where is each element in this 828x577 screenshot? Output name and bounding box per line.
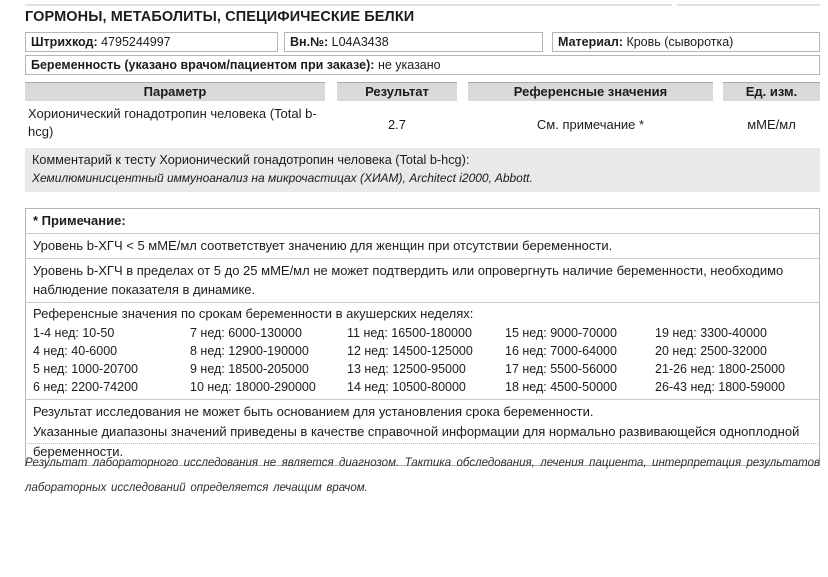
column-header-result: Результат: [337, 82, 457, 101]
barcode-field: [25, 32, 278, 52]
reference-cell: 6 нед: 2200-74200: [33, 380, 138, 394]
reference-weeks-grid: [33, 324, 812, 396]
footer-divider: [25, 443, 820, 444]
material-field: [552, 32, 820, 52]
result-row-units: мМЕ/мл: [747, 116, 796, 132]
reference-cell: 26-43 нед: 1800-59000: [655, 380, 785, 394]
material-value: Кровь (сыворотка): [626, 35, 734, 49]
reference-column-1: [33, 324, 190, 396]
reference-cell: 11 нед: 16500-180000: [347, 326, 472, 340]
test-comment-method: Хемилюминисцентный иммуноанализ на микрочастицах (ХИАМ), Architect i2000, Abbott.: [32, 171, 533, 185]
reference-column-5: [655, 324, 812, 396]
note-final-line-2: Указанные диапазоны значений приведены в качестве справочной информации для нормально развивающейся одноплодной беременности.: [33, 424, 800, 459]
result-row-reference: См. примечание *: [536, 116, 645, 132]
reference-cell: 16 нед: 7000-64000: [505, 344, 617, 358]
note-box: [25, 208, 820, 466]
internal-number-label: Вн.№:: [290, 35, 329, 49]
note-reference-section: [26, 302, 819, 399]
result-row-value: 2.7: [387, 116, 407, 132]
pregnancy-field: [25, 55, 820, 75]
reference-cell: 13 нед: 12500-95000: [347, 362, 466, 376]
reference-cell: 5 нед: 1000-20700: [33, 362, 138, 376]
reference-cell: 12 нед: 14500-125000: [347, 344, 473, 358]
reference-cell: 14 нед: 10500-80000: [347, 380, 466, 394]
reference-column-3: [347, 324, 505, 396]
reference-cell: 17 нед: 5500-56000: [505, 362, 617, 376]
note-line-2: Уровень b-ХГЧ в пределах от 5 до 25 мМЕ/мл не может подтвердить или опровергнуть наличие беременности, необходимо наблюдение показателя в динамике.: [26, 258, 819, 302]
top-cutoff-box-left: [25, 4, 672, 6]
reference-cell: 10 нед: 18000-290000: [190, 380, 316, 394]
column-header-units: Ед. изм.: [723, 82, 820, 101]
reference-cell: 15 нед: 9000-70000: [505, 326, 617, 340]
barcode-label: Штрихкод:: [31, 35, 98, 49]
material-label: Материал:: [558, 35, 623, 49]
barcode-value: 4795244997: [101, 35, 171, 49]
column-header-parameter: Параметр: [25, 82, 325, 101]
test-comment-block: [25, 148, 820, 192]
section-title: ГОРМОНЫ, МЕТАБОЛИТЫ, СПЕЦИФИЧЕСКИЕ БЕЛКИ: [25, 9, 415, 25]
note-title: * Примечание:: [33, 213, 126, 228]
reference-weeks-heading: Референсные значения по срокам беременности в акушерских неделях:: [33, 306, 474, 321]
top-cutoff-box-right: [677, 4, 820, 6]
reference-cell: 8 нед: 12900-190000: [190, 344, 309, 358]
pregnancy-label: Беременность (указано врачом/пациентом при заказе):: [31, 58, 375, 72]
reference-cell: 18 нед: 4500-50000: [505, 380, 617, 394]
reference-cell: 19 нед: 3300-40000: [655, 326, 767, 340]
note-final-line-1: Результат исследования не может быть основанием для установления срока беременности.: [33, 404, 594, 419]
result-row-parameter: Хорионический гонадотропин человека (Total b-hcg): [28, 106, 317, 139]
test-comment-title: Комментарий к тесту Хорионический гонадотропин человека (Total b-hcg):: [32, 153, 470, 167]
internal-number-value: L04A3438: [331, 35, 389, 49]
reference-cell: 20 нед: 2500-32000: [655, 344, 767, 358]
column-header-reference: Референсные значения: [468, 82, 713, 101]
internal-number-field: [284, 32, 543, 52]
reference-column-4: [505, 324, 655, 396]
reference-cell: 1-4 нед: 10-50: [33, 326, 115, 340]
footer-disclaimer: Результат лабораторного исследования не является диагнозом. Тактика обследования, лечения пациента, интерпретация результатов лабораторных исследований определяется лечащим врачом.: [25, 457, 820, 494]
reference-cell: 21-26 нед: 1800-25000: [655, 362, 785, 376]
reference-cell: 7 нед: 6000-130000: [190, 326, 302, 340]
note-line-1: Уровень b-ХГЧ < 5 мМЕ/мл соответствует значению для женщин при отсутствии беременности.: [26, 233, 819, 258]
reference-cell: 4 нед: 40-6000: [33, 344, 118, 358]
reference-cell: 9 нед: 18500-205000: [190, 362, 309, 376]
pregnancy-value: не указано: [377, 58, 441, 72]
reference-column-2: [190, 324, 347, 396]
